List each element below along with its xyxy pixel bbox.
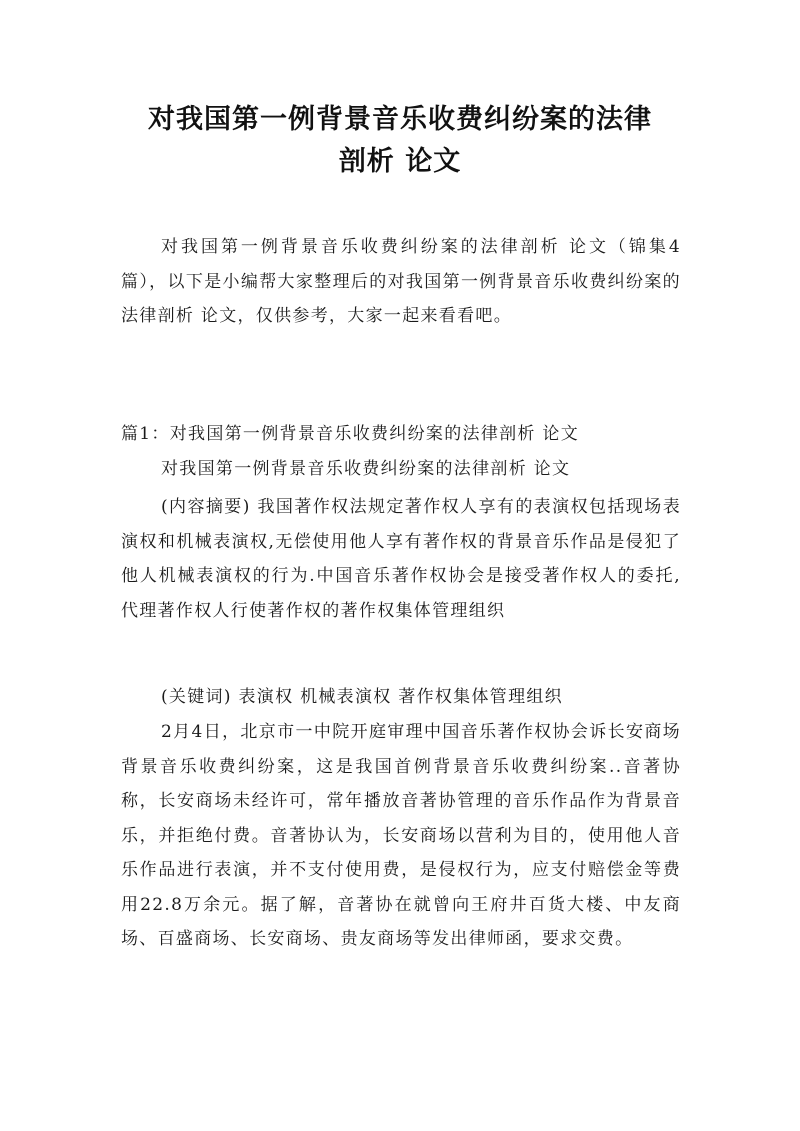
document-title-line-1: 对我国第一例背景音乐收费纠纷案的法律: [148, 104, 652, 135]
body-paragraph: 2月4日，北京市一中院开庭审理中国音乐著作权协会诉长安商场背景音乐收费纠纷案，这是我国首例背景音乐收费纠纷案..音著协称，长安商场未经许可，常年播放音著协管理的音乐作品作为背景音乐，并拒绝付费。音著协认为，长安商场以营利为目的，使用他人音乐作品进行表演，并不支付使用费，是侵权行为，应支付赔偿金等费用22.8万余元。据了解，音著协在就曾向王府井百货大楼、中友商场、百盛商场、长安商场、贵友商场等发出律师函，要求交费。: [121, 722, 681, 949]
intro-paragraph: 对我国第一例背景音乐收费纠纷案的法律剖析 论文（锦集4篇），以下是小编帮大家整理后的对我国第一例背景音乐收费纠纷案的法律剖析 论文，仅供参考，大家一起来看看吧。: [121, 237, 681, 326]
document-title-line-2: 剖析 论文: [338, 146, 462, 177]
keywords-line: (关键词) 表演权 机械表演权 著作权集体管理组织: [161, 687, 563, 707]
article-title: 对我国第一例背景音乐收费纠纷案的法律剖析 论文: [161, 459, 571, 479]
abstract-paragraph: (内容摘要) 我国著作权法规定著作权人享有的表演权包括现场表演权和机械表演权,无偿使用他人享有著作权的背景音乐作品是侵犯了他人机械表演权的行为.中国音乐著作权协会是接受著作权人的委托,代理著作权人行使著作权的著作权集体管理组织: [121, 497, 681, 621]
section-heading: 篇1：对我国第一例背景音乐收费纠纷案的法律剖析 论文: [121, 424, 580, 444]
